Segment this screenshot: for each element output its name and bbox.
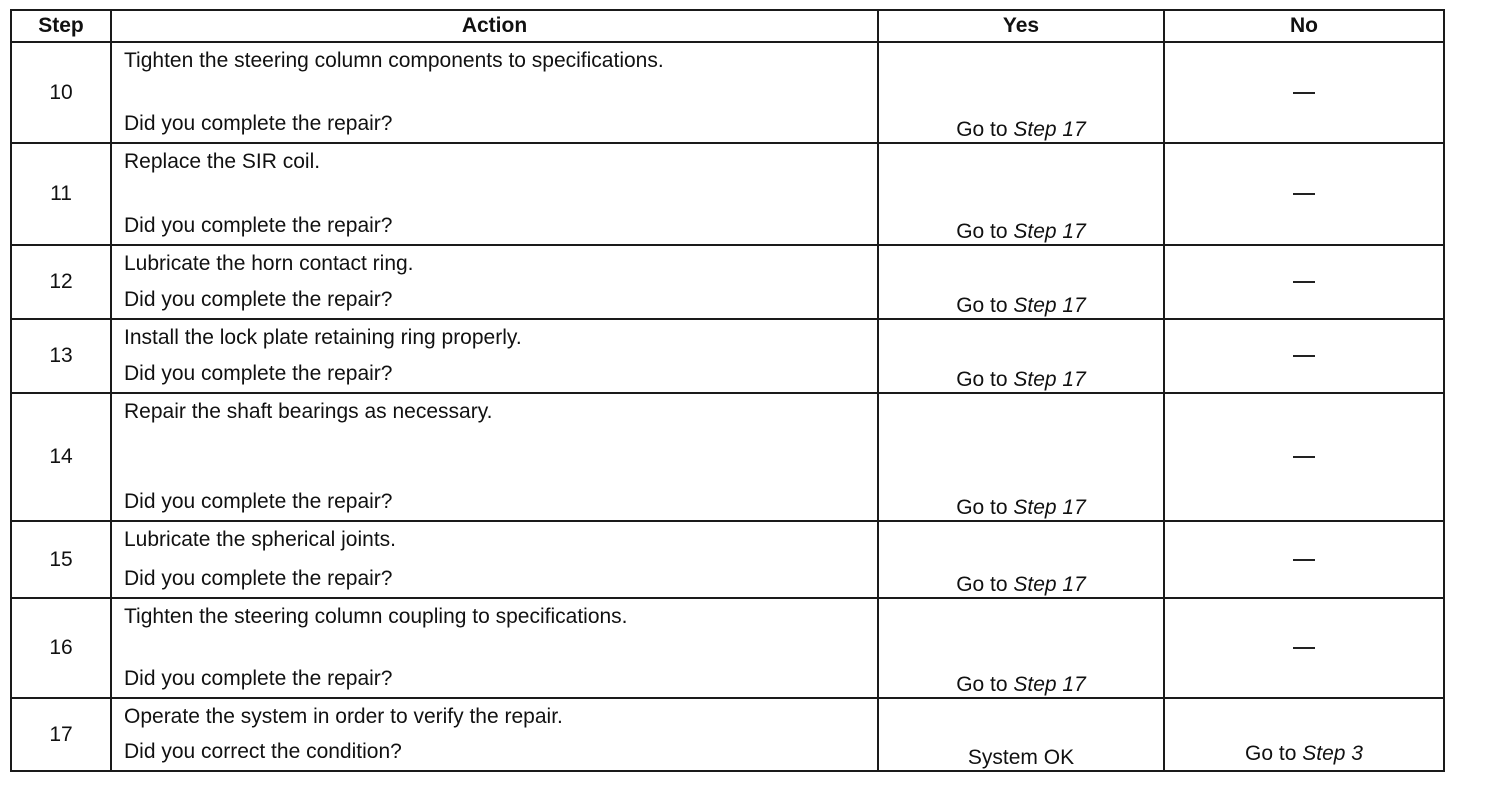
header-row [11,10,1444,42]
yes-cell [878,42,1164,143]
action-cell [111,42,878,143]
yes-cell [878,393,1164,521]
yes-text: Go to [956,368,1014,391]
dash-mark [1293,456,1315,458]
yes-step-link[interactable]: Step 17 [1013,673,1086,696]
dash-mark [1293,281,1315,283]
table-row [11,42,1444,143]
yes-text: Go to [956,220,1014,243]
action-text: Tighten the steering column coupling to specifications. [124,605,628,628]
yes-cell [878,245,1164,319]
no-text: Go to [1245,742,1303,765]
yes-cell [878,598,1164,698]
step-number: 17 [11,698,111,771]
dash-mark [1293,193,1315,195]
yes-step-link[interactable]: Step 17 [1013,118,1086,141]
action-cell [111,698,878,771]
dash-mark [1293,355,1315,357]
step-number: 15 [11,521,111,598]
action-text: Replace the SIR coil. [124,150,321,173]
action-cell [111,598,878,698]
action-question: Did you complete the repair? [124,490,393,513]
table-row [11,521,1444,598]
yes-text: Go to [956,118,1014,141]
table-row [11,393,1444,521]
step-number: 11 [11,143,111,245]
action-question: Did you complete the repair? [124,112,393,135]
step-number: 10 [11,42,111,143]
yes-step-link[interactable]: Step 17 [1013,294,1086,317]
action-text: Operate the system in order to verify the repair. [124,705,563,728]
action-text: Install the lock plate retaining ring properly. [124,326,522,349]
yes-text: Go to [956,294,1014,317]
action-question: Did you complete the repair? [124,567,393,590]
step-number: 16 [11,598,111,698]
yes-cell [878,319,1164,393]
dash-mark [1293,647,1315,649]
action-question: Did you complete the repair? [124,214,393,237]
action-cell [111,393,878,521]
yes-step-link[interactable]: Step 17 [1013,368,1086,391]
diagnostic-table [10,9,1445,772]
yes-text: System OK [967,746,1075,769]
yes-cell [878,143,1164,245]
action-header: Action [111,10,878,42]
no-cell [1164,42,1444,143]
action-question: Did you complete the repair? [124,362,393,385]
table-row [11,143,1444,245]
action-question: Did you complete the repair? [124,667,393,690]
yes-text: Go to [956,673,1014,696]
yes-header: Yes [878,10,1164,42]
yes-cell [878,698,1164,771]
yes-text: Go to [956,496,1014,519]
action-cell [111,245,878,319]
no-cell [1164,598,1444,698]
action-text: Lubricate the horn contact ring. [124,252,414,275]
yes-step-link[interactable]: Step 17 [1013,220,1086,243]
action-text: Repair the shaft bearings as necessary. [124,400,493,423]
no-cell [1164,393,1444,521]
action-text: Tighten the steering column components to specifications. [124,49,664,72]
yes-step-link[interactable]: Step 17 [1013,573,1086,596]
table-row [11,598,1444,698]
no-cell [1164,245,1444,319]
step-number: 13 [11,319,111,393]
no-header: No [1164,10,1444,42]
table-row [11,698,1444,771]
yes-text: Go to [956,573,1014,596]
no-cell [1164,319,1444,393]
no-cell [1164,521,1444,598]
dash-mark [1293,559,1315,561]
step-number: 12 [11,245,111,319]
no-step-link[interactable]: Step 3 [1302,742,1363,765]
no-cell [1164,143,1444,245]
table-row [11,319,1444,393]
yes-step-link[interactable]: Step 17 [1013,496,1086,519]
table-row [11,245,1444,319]
dash-mark [1293,92,1315,94]
yes-cell [878,521,1164,598]
action-cell [111,521,878,598]
action-question: Did you complete the repair? [124,288,393,311]
action-question: Did you correct the condition? [124,740,402,763]
action-cell [111,319,878,393]
action-text: Lubricate the spherical joints. [124,528,396,551]
step-header: Step [11,10,111,42]
step-number: 14 [11,393,111,521]
no-cell [1164,698,1444,771]
action-cell [111,143,878,245]
